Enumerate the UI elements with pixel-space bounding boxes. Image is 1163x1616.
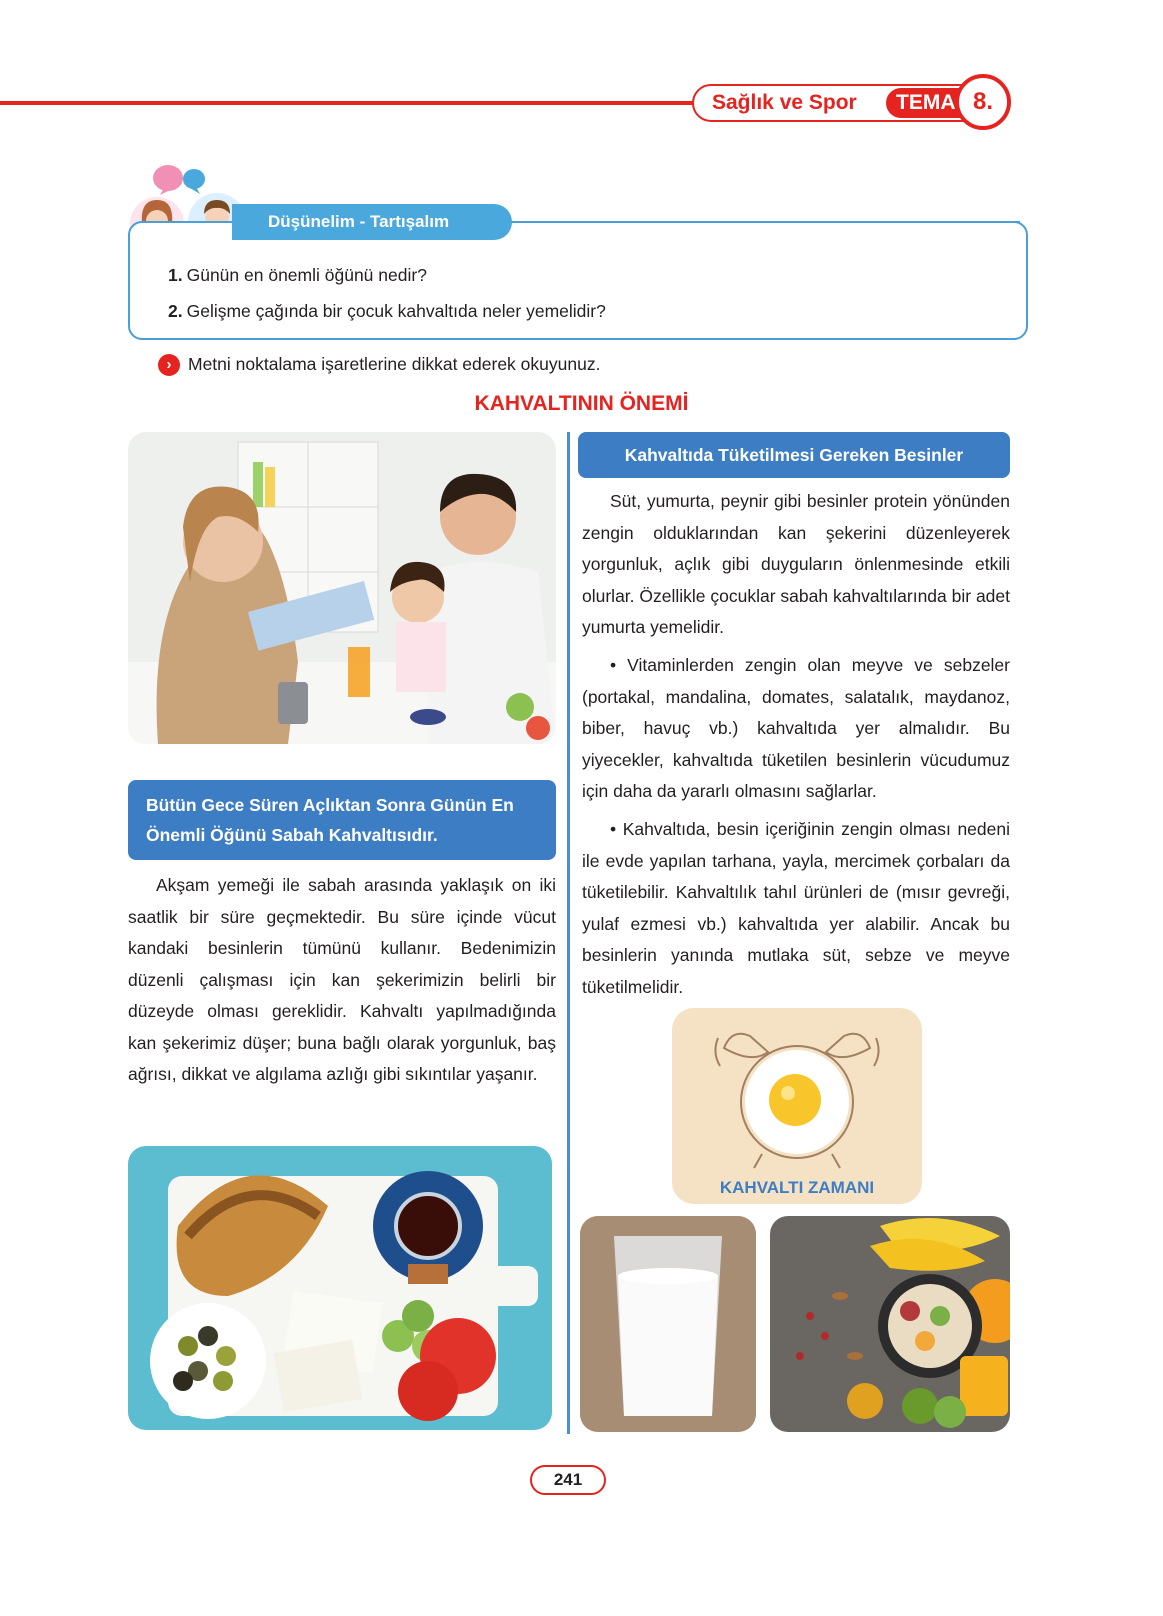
- theme-subject: Sağlık ve Spor: [712, 91, 857, 114]
- milk-glass-photo: [580, 1216, 756, 1432]
- alarm-clock-egg-icon: [712, 1018, 882, 1174]
- fruit-bowl-photo: [770, 1216, 1010, 1432]
- tema-badge: TEMA: [886, 88, 974, 118]
- page-number: 241: [530, 1465, 606, 1495]
- question-text: Günün en önemli öğünü nedir?: [186, 265, 427, 285]
- right-paragraph-2: • Vitaminlerden zengin olan meyve ve sebzeler (portakal, mandalina, domates, salatalık, maydanoz, biber, havuç vb.) kahvaltıda yer almalıdır. Bu yiyecekler, kahvaltıda tüketilen besinlerin vücudumuz için daha da yararlı olmasını sağlarlar.: [582, 655, 1010, 801]
- tema-number: 8.: [955, 74, 1011, 130]
- left-section-header: Bütün Gece Süren Açlıktan Sonra Günün En Önemli Öğünü Sabah Kahvaltısıdır.: [128, 780, 556, 860]
- header-rule: [0, 101, 700, 105]
- question-number: 1.: [168, 265, 183, 285]
- discussion-label: Düşünelim - Tartışalım: [232, 204, 512, 240]
- instruction-text: Metni noktalama işaretlerine dikkat ederek okuyunuz.: [188, 354, 601, 374]
- discussion-dashed-line: [480, 221, 1020, 223]
- right-paragraph-3: • Kahvaltıda, besin içeriğinin zengin olması nedeni ile evde yapılan tarhana, yayla, mercimek çorbaları da tüketilebilir. Kahvaltılık tahıl ürünleri de (mısır gevreği, yulaf ezmesi vb.) kahvaltıda yer alabilir. Ancak bu besinlerin yanında mutlaka süt, sebze ve meyve tüketilmelidir.: [582, 819, 1010, 997]
- breakfast-time-label: KAHVALTI ZAMANI: [719, 1178, 875, 1197]
- question-number: 2.: [168, 301, 183, 321]
- chevron-right-icon: ›: [158, 354, 180, 376]
- right-section-header: Kahvaltıda Tüketilmesi Gereken Besinler: [578, 432, 1010, 478]
- page-title: KAHVALTININ ÖNEMİ: [474, 392, 689, 415]
- turkish-breakfast-photo: [128, 1146, 552, 1430]
- family-breakfast-photo: [128, 432, 556, 744]
- question-text: Gelişme çağında bir çocuk kahvaltıda neler yemelidir?: [186, 301, 606, 321]
- question-1: [168, 265, 427, 286]
- right-paragraph-1: Süt, yumurta, peynir gibi besinler protein yönünden zengin olduklarından kan şekerini düzenleyerek yorgunluk, açlık gibi duyguların önlenmesinde etkili olurlar. Özellikle çocuklar sabah kahvaltılarında bir adet yumurta yemelidir.: [582, 491, 1010, 637]
- left-paragraph: Akşam yemeği ile sabah arasında yaklaşık on iki saatlik bir süre geçmektedir. Bu süre içinde vücut kandaki besinlerin tümünü kullanır. Bedenimizin düzenli çalışması için kan şekerimizin belirli bir düzeyde olması gereklidir. Kahvaltı yapılmadığında kan şekerimiz düşer; buna bağlı olarak yorgunluk, baş ağrısı, dikkat ve algılama azlığı gibi sıkıntılar yaşanır.: [128, 875, 556, 1084]
- question-2: [168, 301, 606, 322]
- column-divider: [567, 432, 570, 1434]
